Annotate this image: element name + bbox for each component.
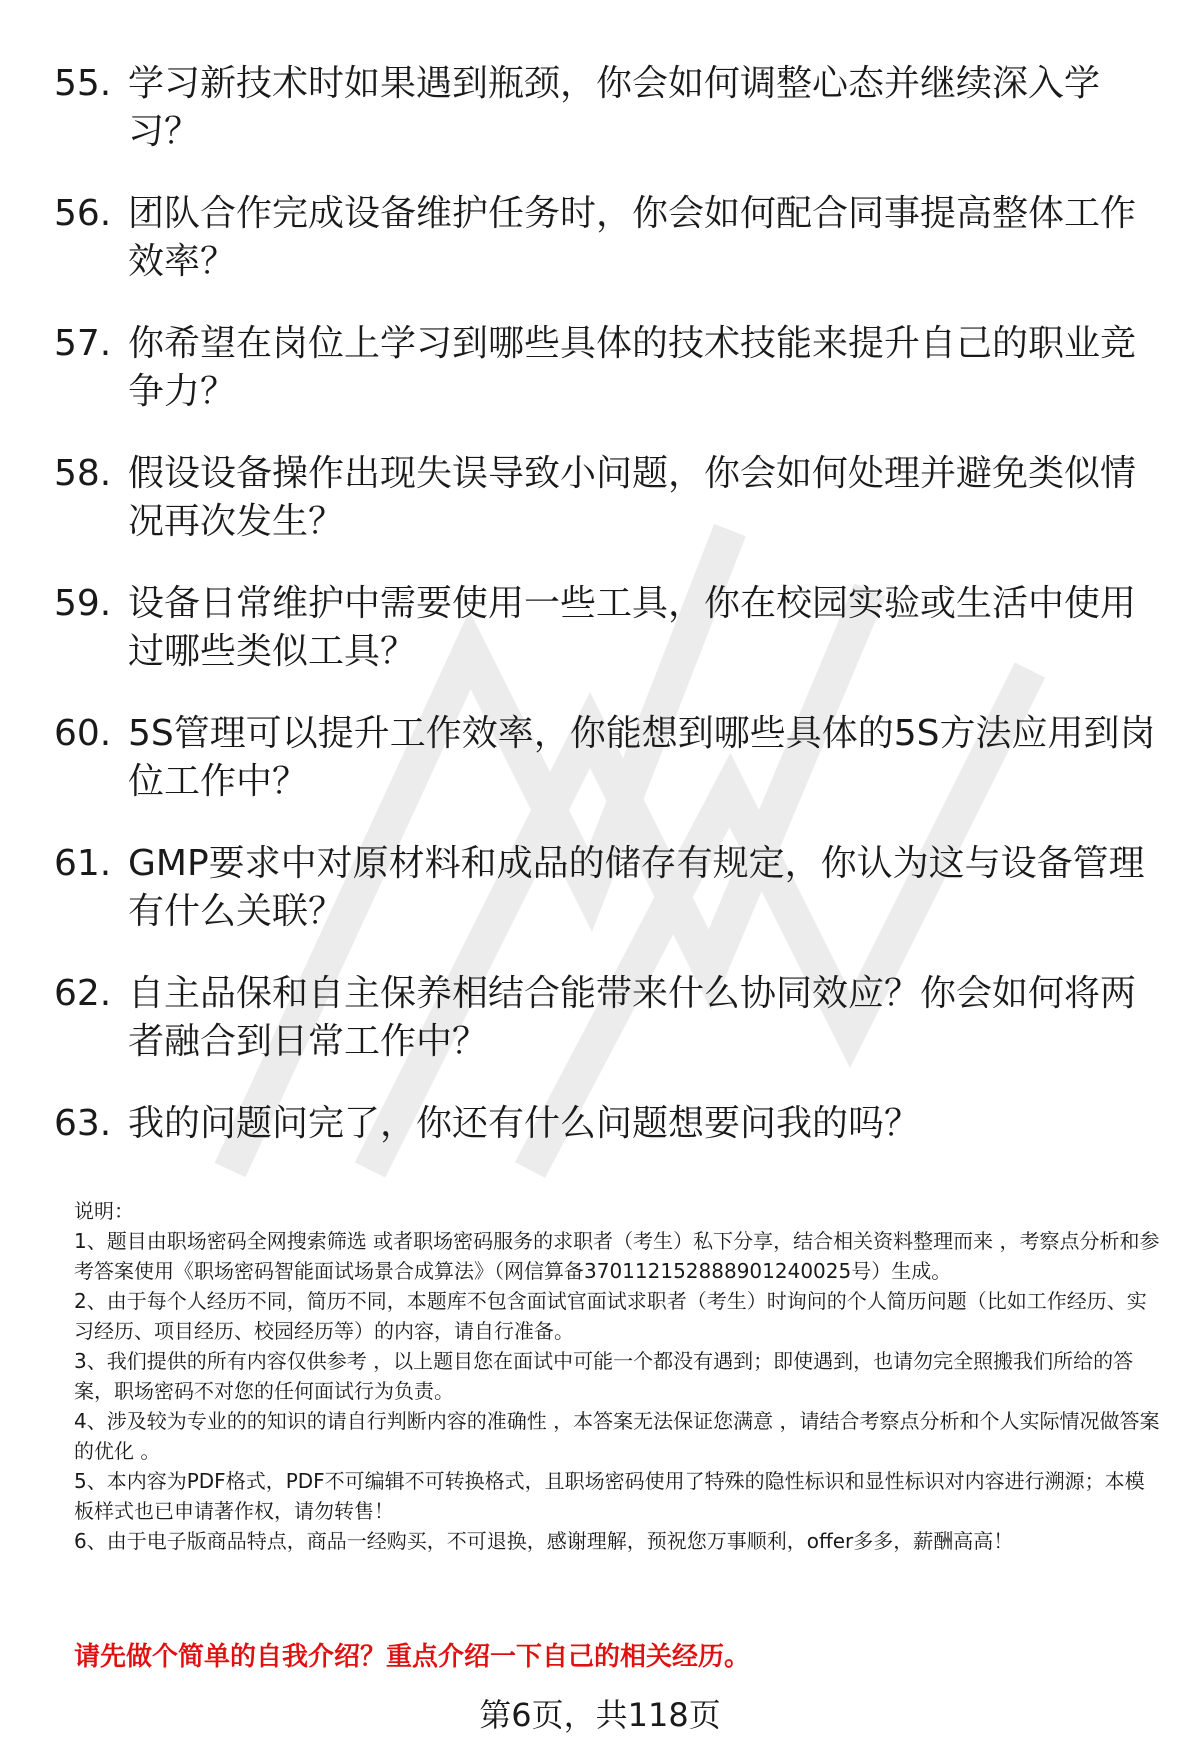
question-number: 61.: [54, 843, 112, 884]
question-text: 我的问题问完了，你还有什么问题想要问我的吗？: [128, 1103, 921, 1144]
question-text: GMP要求中对原材料和成品的储存有规定，你认为这与设备管理有什么关联？: [128, 843, 1145, 932]
note-item: 3、我们提供的所有内容仅供参考 ，以上题目您在面试中可能一个都没有遇到；即使遇到，也请勿完全照搬我们所给的答案，职场密码不对您的任何面试行为负责。: [74, 1349, 1134, 1403]
question-item: [54, 1100, 1164, 1148]
question-item: [54, 320, 1164, 416]
page-number: 第6页，共118页: [479, 1696, 721, 1734]
note-item: 5、本内容为PDF格式，PDF不可编辑不可转换格式，且职场密码使用了特殊的隐性标识和显性标识对内容进行溯源；本模板样式也已申请著作权，请勿转售！: [74, 1469, 1145, 1523]
question-text: 学习新技术时如果遇到瓶颈，你会如何调整心态并继续深入学习？: [128, 63, 1101, 152]
question-text: 自主品保和自主保养相结合能带来什么协同效应？你会如何将两者融合到日常工作中？: [128, 973, 1137, 1062]
notes-title: 说明：: [74, 1199, 134, 1223]
question-number: 60.: [54, 713, 112, 754]
notes-section: [74, 1196, 1164, 1556]
question-item: [54, 190, 1164, 286]
question-item: [54, 580, 1164, 676]
question-item: [54, 840, 1164, 936]
question-text: 5S管理可以提升工作效率，你能想到哪些具体的5S方法应用到岗位工作中？: [128, 713, 1156, 802]
question-text: 团队合作完成设备维护任务时，你会如何配合同事提高整体工作效率？: [128, 193, 1137, 282]
question-list: [54, 60, 1164, 1182]
note-item: 2、由于每个人经历不同，简历不同，本题库不包含面试官面试求职者（考生）时询问的个人简历问题（比如工作经历、实习经历、项目经历、校园经历等）的内容，请自行准备。: [74, 1289, 1147, 1343]
question-number: 59.: [54, 583, 112, 624]
note-item: 4、涉及较为专业的的知识的请自行判断内容的准确性 ，本答案无法保证您满意 ，请结合考察点分析和个人实际情况做答案的优化 。: [74, 1409, 1160, 1463]
question-number: 56.: [54, 193, 112, 234]
question-item: [54, 970, 1164, 1066]
question-text: 假设设备操作出现失误导致小问题，你会如何处理并避免类似情况再次发生？: [128, 453, 1137, 542]
note-item: 6、由于电子版商品特点，商品一经购买，不可退换，感谢理解，预祝您万事顺利，offer多多，薪酬高高！: [74, 1529, 1014, 1553]
question-number: 57.: [54, 323, 112, 364]
highlight-question: 请先做个简单的自我介绍？重点介绍一下自己的相关经历。: [74, 1642, 751, 1672]
note-item: 1、题目由职场密码全网搜索筛选 或者职场密码服务的求职者（考生）私下分享，结合相关资料整理而来 ，考察点分析和参考答案使用《职场密码智能面试场景合成算法》（网信算备370112152888901240025号）生成。: [74, 1229, 1160, 1283]
question-item: [54, 60, 1164, 156]
question-number: 62.: [54, 973, 112, 1014]
question-number: 58.: [54, 453, 112, 494]
question-number: 63.: [54, 1103, 112, 1144]
question-item: [54, 710, 1164, 806]
question-number: 55.: [54, 63, 112, 104]
question-item: [54, 450, 1164, 546]
question-text: 设备日常维护中需要使用一些工具，你在校园实验或生活中使用过哪些类似工具？: [128, 583, 1137, 672]
question-text: 你希望在岗位上学习到哪些具体的技术技能来提升自己的职业竞争力？: [128, 323, 1137, 412]
